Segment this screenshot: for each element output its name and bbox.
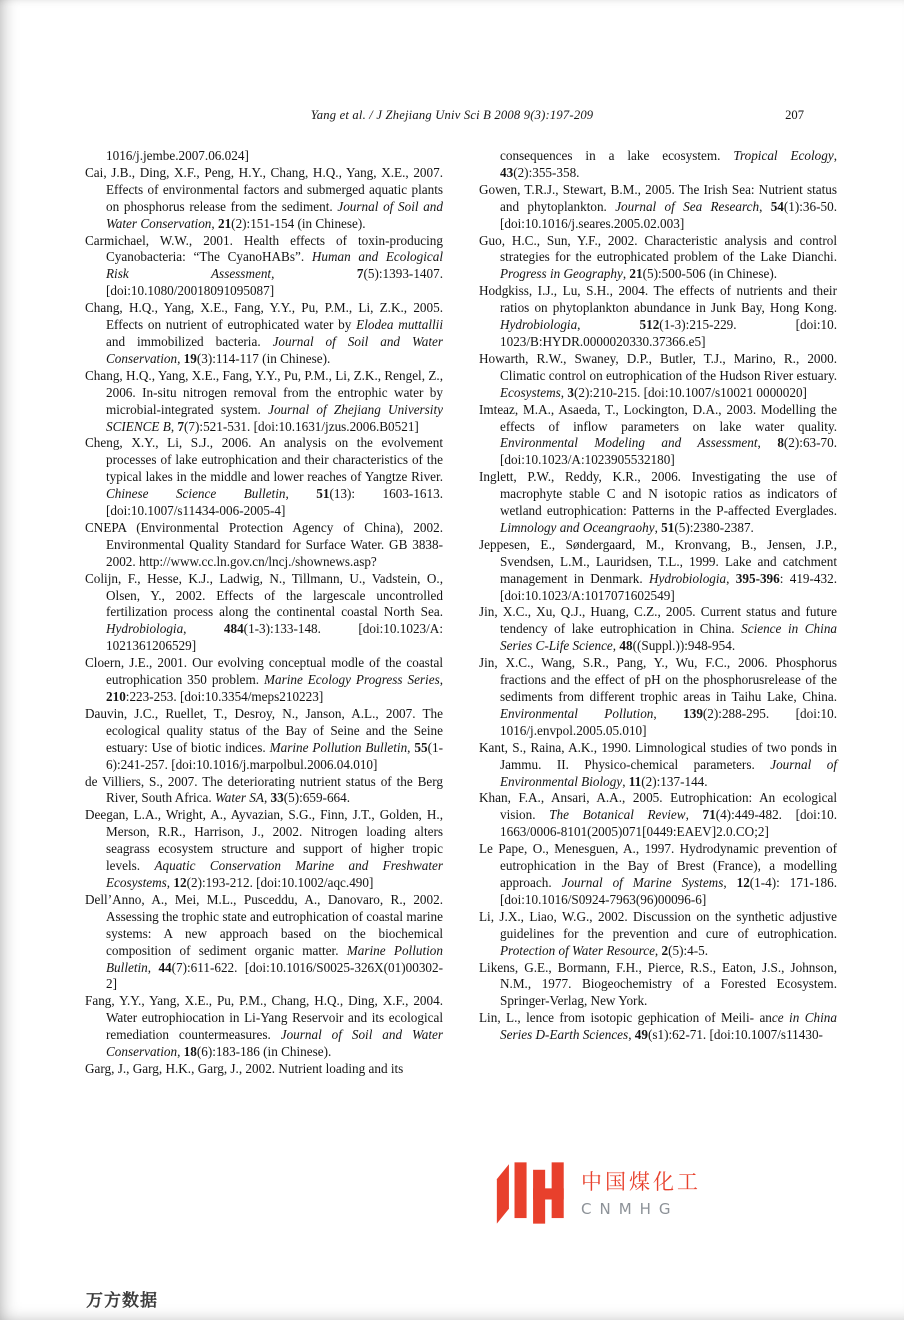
ref-text-segment: , [183, 621, 224, 637]
ref-text-segment: Journal of Soil and Water Conservation [106, 198, 443, 231]
ref-text-segment: lence from isotopic ge [526, 1010, 651, 1026]
ref-text-segment: Lin, L., [479, 1010, 527, 1026]
ref-text-segment: 512 [639, 317, 660, 333]
ref-text-segment: de Villiers, S., 2007. The deteriorating nutrient status of the Berg River, South Africa. [85, 773, 443, 806]
ref-text-segment: (5):4-5. [668, 942, 709, 958]
ref-text-segment: , [407, 739, 415, 755]
cnmhg-logo-icon [495, 1158, 573, 1228]
ref-text-segment: , [628, 1027, 635, 1043]
ref-text-segment: 55 [414, 739, 428, 755]
ref-text-segment: Li, J.X., Liao, W.G., 2002. Discussion on the synthetic adjustive guidelines for the prevention and cure of eutrophication. [479, 908, 837, 941]
reference-entry [479, 351, 837, 402]
ref-text-segment: (5):659-664. [283, 790, 351, 806]
ref-text-segment: Chang, H.Q., Yang, X.E., Fang, Y.Y., Pu, P.M., Li, Z.K., Rengel, Z., 2006. In-situ nitrogen removal from the entrophic water by microbial-integrated system. [85, 367, 443, 417]
ref-text-segment: (5):500-506 (in Chinese). [642, 266, 778, 282]
ref-text-segment: , [170, 418, 178, 434]
ref-text-segment: Water SA [214, 790, 264, 806]
ref-text-segment: (1):36-50. [doi:10.1016/j.seares.2005.02.003] [500, 198, 837, 231]
ref-text-segment: Dell’Anno, A., Mei, M.L., Pusceddu, A., Danovaro, R., 2002. Assessing the trophic state and eutrophication of coastal marine systems: A new approach based on the biochemical composition of sediment organic matter. [85, 891, 443, 958]
ref-text-segment: Jin, X.C., Wang, S.R., Pang, Y., Wu, F.C., 2006. Phosphorus fractions and the effect of pH on the phosphorusrelease of the sediments from different trophic areas in Taihu Lake, China. [479, 655, 837, 704]
ref-text-segment: , [654, 519, 662, 535]
reference-entry [479, 1010, 837, 1044]
ref-text-segment: 139 [683, 705, 703, 721]
ref-text-segment: 21 [217, 215, 232, 231]
ref-text-segment: Hydrobiologia [500, 317, 578, 333]
ref-text-segment: and immobilized bacteria. [106, 333, 273, 349]
ref-text-segment: 11 [628, 773, 642, 789]
reference-entry [479, 283, 837, 351]
ref-text-segment: Progress in Geography [500, 266, 623, 282]
ref-text-segment: (2):288-295. [doi:10. 1016/j.envpol.2005.05.010] [500, 705, 838, 738]
ref-text-segment: 12 [736, 874, 750, 890]
ref-text-segment: Journal of Environmental Biology [500, 756, 837, 789]
reference-entry [479, 402, 837, 470]
ref-text-segment: 19 [183, 350, 197, 366]
reference-entry [85, 993, 443, 1061]
ref-text-segment: Colijn, F., Hesse, K.J., Ladwig, N., Tillmann, U., Vadstein, O., Olsen, Y., 2002. Effects of the largescale uncontrolled fertilization process along the continental coastal North Sea. [85, 570, 443, 620]
reference-entry [479, 790, 837, 841]
ref-text-segment: Imteaz, M.A., Asaeda, T., Lockington, D.A., 2003. Modelling the effects of inflow parameters on lake water quality. [479, 401, 837, 434]
ref-text-segment: 7 [356, 266, 364, 282]
ref-text-segment: , [439, 672, 443, 688]
ref-text-segment: Limnology and Oceangraohy [500, 519, 655, 535]
ref-text-segment: , [622, 266, 630, 282]
reference-entry [479, 233, 837, 284]
left-column [85, 148, 443, 1078]
ref-text-segment: , [833, 148, 838, 163]
watermark-en-text: CNMHG [581, 1199, 679, 1218]
ref-text-segment: 33 [270, 790, 284, 806]
ref-text-segment: , [211, 215, 218, 231]
ref-text-segment: Guo, H.C., Sun, Y.F., 2002. Characteristic analysis and control strategies for the eutrophicated problem of the Lake Dianchi. [479, 232, 837, 265]
reference-entry [85, 706, 443, 774]
ref-text-segment: Elodea muttallii [356, 317, 443, 333]
ref-text-segment: , [723, 874, 737, 890]
ref-text-segment: (1-6):241-257. [doi:10.1016/j.marpolbul.2006.04.010] [106, 739, 443, 772]
ref-text-segment: Human and Ecological Risk Assessment [106, 249, 443, 282]
ref-text-segment: Journal of Sea Research [615, 198, 760, 214]
reference-entry [85, 571, 443, 656]
ref-text-segment: (13): 1603-1613. [doi:10.1007/s11434-006-2005-4] [106, 486, 443, 519]
ref-text-segment: , [166, 874, 174, 890]
ref-text-segment: Chang, H.Q., Yang, X.E., Fang, Y.Y., Pu, P.M., Li, Z.K., 2005. Effects on nutrient of eutrophicated water by [85, 300, 443, 333]
reference-entry [85, 655, 443, 706]
ref-text-segment: 43 [500, 164, 514, 180]
ref-text-segment: ce in China Series D-Earth Sciences [500, 1010, 837, 1043]
ref-text-segment: (3):114-117 (in Chinese). [196, 350, 331, 366]
ref-text-segment: Kant, S., Raina, A.K., 1990. Limnological studies of two ponds in Jammu. II. Physico-chemical parameters. [479, 739, 837, 772]
ref-text-segment: Le Pape, O., Menesguen, A., 1997. Hydrodynamic prevention of eutrophication in the Bay of Brest (France), a modelling approach. [479, 841, 837, 890]
ref-text-segment: (4):449-482. [doi:10. 1663/0006-8101(2005)071[0449:EAEV]2.0.CO;2] [500, 807, 837, 840]
ref-text-segment: Jin, X.C., Xu, Q.J., Huang, C.Z., 2005. Current status and future tendency of lake eutrophication in China. [479, 604, 837, 637]
ref-text-segment: Carmichael, W.W., 2001. Health effects of toxin-producing Cyanobacteria: “The CyanoHABs”. [85, 232, 443, 265]
ref-text-segment: (s1):62-71. [doi:10.1007/s11430- [647, 1027, 823, 1043]
ref-text-segment: , [759, 198, 771, 214]
ref-text-segment: Cheng, X.Y., Li, S.J., 2006. An analysis on the evolvement processes of lake eutrophication and their characteristics of the typical lakes in the middle and lower reaches of Yangtze River. [85, 435, 443, 485]
reference-entry [479, 909, 837, 960]
ref-text-segment: Tropical Ecology [733, 148, 834, 163]
ref-text-segment: ((Suppl.)):948-954. [632, 638, 736, 654]
reference-entry [479, 182, 837, 233]
reference-entry [85, 892, 443, 993]
ref-text-segment: Hydrobiologia [648, 570, 727, 586]
ref-text-segment: Journal of Marine Systems [561, 874, 724, 890]
ref-text-segment: , [653, 705, 684, 721]
wanfang-stamp: 万方数据 [86, 1291, 158, 1311]
ref-text-segment: 210 [106, 689, 126, 704]
ref-text-segment: Environmental Modeling and Assessment [500, 435, 758, 451]
ref-text-segment: 7 [177, 418, 185, 434]
ref-text-segment: 2 [661, 942, 669, 958]
ref-text-segment: 54 [770, 198, 784, 214]
references-columns [85, 148, 837, 1078]
ref-text-segment: CNEPA (Environmental Protection Agency of China), 2002. Environmental Quality Standard for Surface Water. GB 3838-2002. http://www.cc.ln.gov.cn/lncj./shownews.asp? [85, 519, 443, 569]
ref-text-segment: Journal of Zhejiang University SCIENCE B [106, 401, 443, 434]
ref-text-segment: (2):355-358. [513, 164, 580, 180]
ref-text-segment: 48 [619, 638, 633, 654]
ref-text-segment: consequences in a lake ecosystem. [500, 148, 734, 163]
ref-text-segment: 3 [567, 384, 574, 400]
ref-text-segment: 71 [702, 807, 716, 823]
reference-entry [85, 300, 443, 368]
ref-text-segment: Likens, G.E., Bormann, F.H., Pierce, R.S., Eaton, J.S., Johnson, N.M., 1977. Biogeochemistry of a Forested Ecosystem. Springer-Verlag, New York. [479, 959, 837, 1009]
ref-text-segment: (7):611-622. [doi:10.1016/S0025-326X(01)00302-2] [106, 959, 443, 992]
ref-text-segment: (1-3):215-229. [doi:10. 1023/B:HYDR.0000020330.37366.e5] [500, 317, 838, 349]
ref-text-segment: , [271, 266, 357, 282]
ref-text-segment: Environmental Pollution [500, 705, 654, 721]
ref-text-segment: , [177, 1044, 184, 1060]
ref-text-segment: Journal of Soil and Water Conservation [106, 1027, 443, 1060]
ref-text-segment: Deegan, L.A., Wright, A., Ayvazian, S.G., Finn, J.T., Golden, H., Merson, R.R., Harrison, J., 2002. Nitrogen loading alters seagrass ecosystem structure and support of higher tropic levels. [85, 807, 443, 874]
ref-text-segment: 44 [158, 959, 172, 975]
ref-text-segment: Garg, J., Garg, H.K., Garg, J., 2002. Nutrient loading and its [85, 1060, 404, 1076]
reference-entry [479, 469, 837, 537]
ref-text-segment: Gowen, T.R.J., Stewart, B.M., 2005. The Irish Sea: Nutrient status and phytoplankton. [479, 181, 837, 214]
ref-text-segment: phication of Meili- an [650, 1010, 772, 1026]
ref-text-segment: Hodgkiss, I.J., Lu, S.H., 2004. The effects of nutrients and their ratios on phytoplankton abundance in Junk Bay, Hong Kong. [479, 283, 837, 316]
ref-text-segment: 12 [173, 874, 187, 890]
ref-text-segment: (7):521-531. [doi:10.1631/jzus.2006.B0521] [184, 418, 419, 434]
ref-text-segment: Hydrobiologia [106, 621, 184, 637]
reference-entry [85, 368, 443, 436]
ref-text-segment: Marine Pollution Bulletin [106, 942, 443, 975]
ref-text-segment: , [177, 350, 184, 366]
ref-text-segment: (5):1393-1407. [doi:10.1080/20018091095087] [106, 266, 443, 299]
ref-text-segment: 51 [661, 519, 675, 535]
ref-text-segment: Fang, Y.Y., Yang, X.E., Pu, P.M., Chang, H.Q., Ding, X.F., 2004. Water eutrophiocation in Li-Yang Reservoir and its ecological remediation countermeasures. [85, 993, 443, 1043]
ref-text-segment: 395-396 [735, 570, 780, 586]
ref-text-segment: Ecosystems [500, 384, 561, 400]
ref-text-segment: , [560, 384, 568, 400]
ref-text-segment: Cai, J.B., Ding, X.F., Peng, H.Y., Chang, H.Q., Yang, X.E., 2007. Effects of environmental factors and submerged aquatic plants on phosphorus release from the sediment. [85, 164, 443, 214]
ref-text-segment: Aquatic Conservation Marine and Freshwater Ecosystems [106, 858, 444, 890]
ref-text-segment: , [285, 486, 317, 502]
ref-text-segment: (2):63-70. [doi:10.1023/A:1023905532180] [500, 435, 838, 468]
ref-text-segment: , [654, 942, 662, 958]
ref-text-segment: :223-253. [doi:10.3354/meps210223] [125, 689, 324, 704]
reference-entry [479, 960, 837, 1011]
reference-entry [479, 148, 837, 182]
ref-text-segment: (2):151-154 (in Chinese). [231, 215, 366, 231]
watermark-cn-text: 中国煤化工 [581, 1169, 701, 1194]
ref-text-segment: 51 [316, 486, 330, 502]
ref-text-segment: 49 [634, 1027, 648, 1043]
ref-text-segment: Marine Pollution Bulletin [269, 739, 408, 755]
reference-entry [479, 604, 837, 655]
watermark [495, 1152, 719, 1234]
ref-text-segment: (2):193-212. [doi:10.1002/aqc.490] [186, 874, 374, 890]
right-column [479, 148, 837, 1078]
reference-entry [479, 841, 837, 909]
ref-text-segment: (6):183-186 (in Chinese). [196, 1044, 332, 1060]
ref-text-segment: , [577, 317, 640, 333]
ref-text-segment: : 419-432. [doi:10.1023/A:1017071602549] [500, 570, 837, 603]
reference-entry [85, 807, 443, 892]
ref-text-segment: (5):2380-2387. [674, 519, 754, 535]
ref-text-segment: 484 [223, 621, 244, 637]
ref-text-segment: , [726, 570, 736, 586]
reference-entry [85, 148, 443, 165]
ref-text-segment: (2):210-215. [doi:10.1007/s10021 0000020] [573, 384, 807, 400]
ref-text-segment: , [612, 638, 620, 654]
ref-text-segment: (2):137-144. [641, 773, 708, 789]
ref-text-segment: , [263, 790, 271, 806]
ref-text-segment: Cloern, J.E., 2001. Our evolving conceptual modle of the coastal eutrophication 350 problem. [85, 655, 443, 688]
ref-text-segment: , [147, 959, 159, 975]
running-title: Yang et al. / J Zhejiang Univ Sci B 2008 9(3):197-209 [310, 108, 594, 122]
ref-text-segment: , [757, 435, 778, 451]
ref-text-segment: Journal of Soil and Water Conservation [106, 333, 443, 366]
ref-text-segment: 21 [629, 266, 643, 282]
reference-entry [85, 520, 443, 571]
ref-text-segment: (1-4): 171-186. [doi:10.1016/S0924-7963(96)00096-6] [500, 874, 838, 907]
ref-text-segment: Science in China Series C-Life Science [500, 621, 838, 654]
ref-text-segment: Howarth, R.W., Swaney, D.P., Butler, T.J., Marino, R., 2000. Climatic control on eutrophication of the Hudson River estuary. [479, 350, 837, 383]
reference-entry [479, 740, 837, 791]
reference-entry [85, 774, 443, 808]
reference-entry [85, 233, 443, 301]
ref-text-segment: The Botanical Review [549, 807, 686, 823]
ref-text-segment: Chinese Science Bulletin [106, 486, 286, 502]
ref-text-segment: Inglett, P.W., Reddy, K.R., 2006. Investigating the use of macrophyte stable C and N isotopic ratios as indicators of wetland eutrophication: Patterns in the P-affected Everglades. [479, 469, 837, 519]
page-number: 207 [785, 108, 804, 122]
ref-text-segment: Khan, F.A., Ansari, A.A., 2005. Eutrophication: An ecological vision. [479, 790, 837, 823]
ref-text-segment: , [685, 807, 703, 823]
reference-entry [85, 435, 443, 520]
ref-text-segment: (1-3):133-148. [doi:10.1023/A: 1021361206529] [106, 621, 443, 654]
ref-text-segment: Jeppesen, E., Søndergaard, M., Kronvang, B., Jensen, J.P., Svendsen, L.M., Lauridsen, T.L., 1999. Lake and catchment management in Denmark. [479, 536, 837, 586]
ref-text-segment: 18 [183, 1044, 197, 1060]
reference-entry [479, 537, 837, 605]
ref-text-segment: , [622, 773, 629, 789]
ref-text-segment: Dauvin, J.C., Ruellet, T., Desroy, N., Janson, A.L., 2007. The ecological quality status of the Bay of Seine and the Seine estuary: Use of biotic indices. [85, 705, 443, 755]
page-header [0, 108, 904, 123]
reference-entry [85, 1061, 443, 1078]
reference-entry [85, 165, 443, 233]
reference-entry [479, 655, 837, 740]
ref-text-segment: Marine Ecology Progress Series [264, 672, 440, 688]
ref-text-segment: 1016/j.jembe.2007.06.024] [106, 148, 249, 163]
watermark-text [581, 1169, 701, 1218]
ref-text-segment: Protection of Water Resource [500, 942, 655, 958]
ref-text-segment: 8 [777, 435, 784, 451]
